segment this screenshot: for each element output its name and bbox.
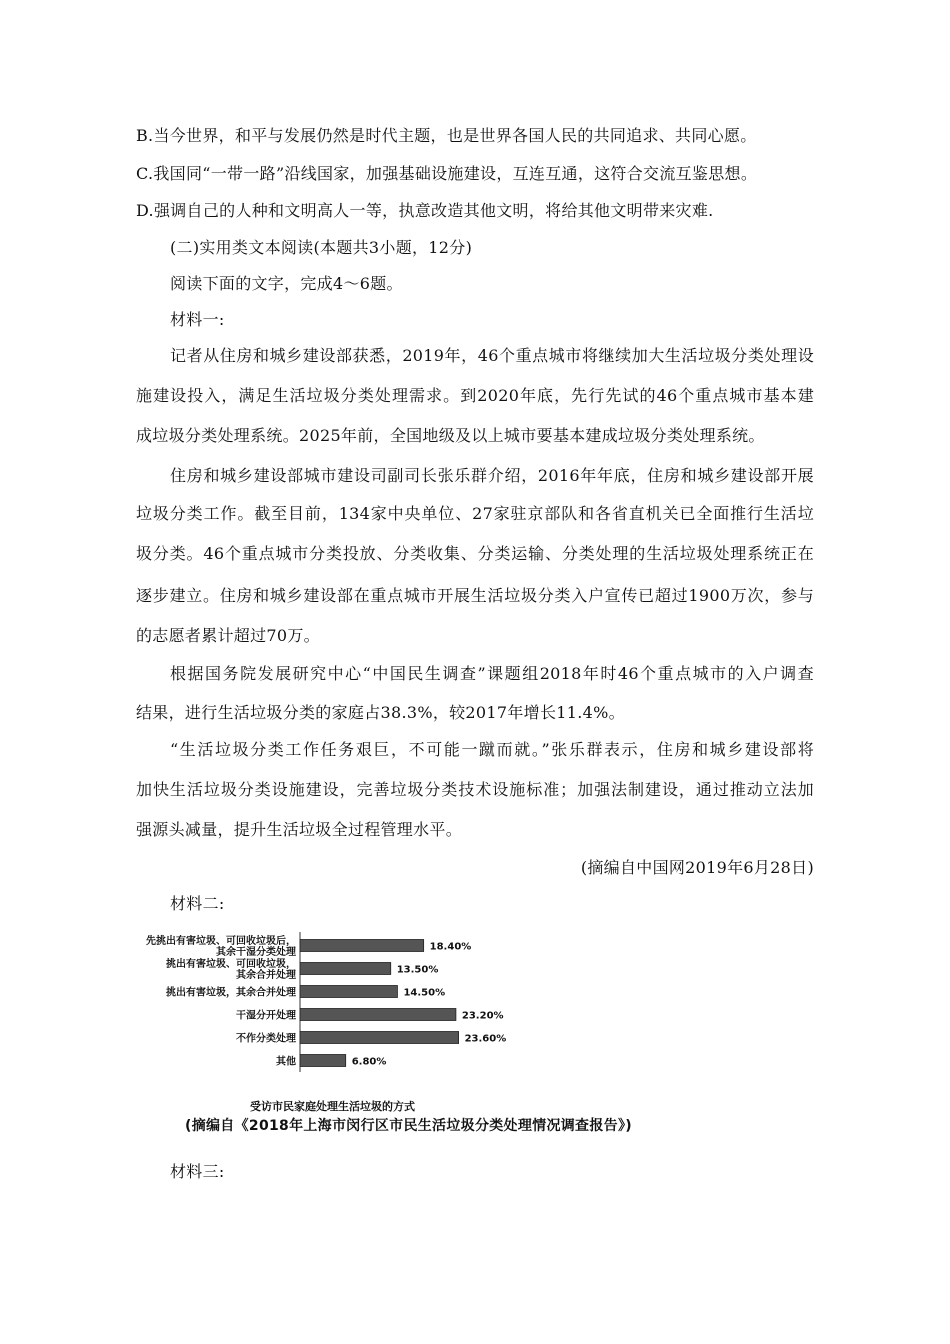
- option-b: B.当今世界，和平与发展仍然是时代主题，也是世界各国人民的共同追求、共同心愿。: [136, 126, 757, 145]
- paragraph-line: 的志愿者累计超过70万。: [136, 626, 320, 645]
- material-one-label: 材料一:: [170, 310, 225, 329]
- material-three-label: 材料三:: [170, 1162, 225, 1181]
- paragraph-line: 强源头减量，提升生活垃圾全过程管理水平。: [136, 820, 463, 839]
- chart-bar: [300, 940, 424, 952]
- chart-bar: [300, 1055, 346, 1067]
- section-heading: (二)实用类文本阅读(本题共3小题，12分): [170, 238, 473, 257]
- paragraph-line: 住房和城乡建设部城市建设司副司长张乐群介绍，2016年年底，住房和城乡建设部开展: [170, 466, 814, 485]
- paragraph-line: 结果，进行生活垃圾分类的家庭占38.3%，较2017年增长11.4%。: [136, 703, 625, 722]
- option-c: C.我国同“一带一路”沿线国家，加强基础设施建设，互连互通，这符合交流互鉴思想。: [136, 164, 758, 183]
- chart-category-label: 不作分类处理: [236, 1033, 296, 1045]
- chart-category-label: 干湿分开处理: [236, 1010, 296, 1022]
- chart-value-label: 18.40%: [429, 941, 472, 953]
- paragraph-line: 记者从住房和城乡建设部获悉，2019年，46个重点城市将继续加大生活垃圾分类处理设: [170, 346, 814, 365]
- chart-category-label: 先挑出有害垃圾、可回收垃圾后，: [146, 936, 296, 947]
- paragraph-line: 施建设投入，满足生活垃圾分类处理需求。到2020年底，先行先试的46个重点城市基本建: [136, 386, 814, 405]
- paragraph-line: 加快生活垃圾分类设施建设，完善垃圾分类技术设施标准；加强法制建设，通过推动立法加: [136, 780, 814, 799]
- material-two-label: 材料二:: [170, 894, 225, 913]
- chart-value-label: 13.50%: [396, 964, 439, 976]
- chart-category-label: 挑出有害垃圾、可回收垃圾，: [166, 959, 296, 970]
- chart-bar: [300, 963, 391, 975]
- paragraph-line: 成垃圾分类处理系统。2025年前，全国地级及以上城市要基本建成垃圾分类处理系统。: [136, 426, 765, 445]
- chart-value-label: 6.80%: [351, 1056, 387, 1068]
- chart-value-label: 23.60%: [464, 1033, 507, 1045]
- paragraph-line: 垃圾分类工作。截至目前，134家中央单位、27家驻京部队和各省直机关已全面推行生活垃: [136, 504, 814, 523]
- chart-bar: [300, 1032, 459, 1044]
- chart-title: 受访市民家庭处理生活垃圾的方式: [250, 1100, 415, 1113]
- bar-chart: [130, 926, 620, 1136]
- material-two-source: (摘编自《2018年上海市闵行区市民生活垃圾分类处理情况调查报告》): [185, 1118, 632, 1134]
- chart-value-label: 23.20%: [461, 1010, 504, 1022]
- paragraph-line: 根据国务院发展研究中心“中国民生调查”课题组2018年时46个重点城市的入户调查: [170, 664, 814, 683]
- material-one-source: (摘编自中国网2019年6月28日): [580, 858, 814, 877]
- chart-bar: [300, 1009, 456, 1021]
- chart-category-label: 挑出有害垃圾，其余合并处理: [166, 987, 296, 999]
- paragraph-line: “生活垃圾分类工作任务艰巨，不可能一蹴而就。”张乐群表示，住房和城乡建设部将: [170, 740, 814, 759]
- chart-category-label: 其他: [276, 1056, 296, 1068]
- chart-bar: [300, 986, 397, 998]
- option-d: D.强调自己的人种和文明高人一等，执意改造其他文明，将给其他文明带来灾难.: [136, 201, 714, 220]
- paragraph-line: 逐步建立。住房和城乡建设部在重点城市开展生活垃圾分类入户宣传已超过1900万次，参与: [136, 586, 814, 605]
- chart-category-label: 其余合并处理: [236, 970, 296, 981]
- section-instruction: 阅读下面的文字，完成4～6题。: [170, 274, 403, 293]
- chart-value-label: 14.50%: [403, 987, 446, 999]
- paragraph-line: 圾分类。46个重点城市分类投放、分类收集、分类运输、分类处理的生活垃圾处理系统正在: [136, 544, 814, 563]
- chart-category-label: 其余干湿分类处理: [216, 947, 296, 958]
